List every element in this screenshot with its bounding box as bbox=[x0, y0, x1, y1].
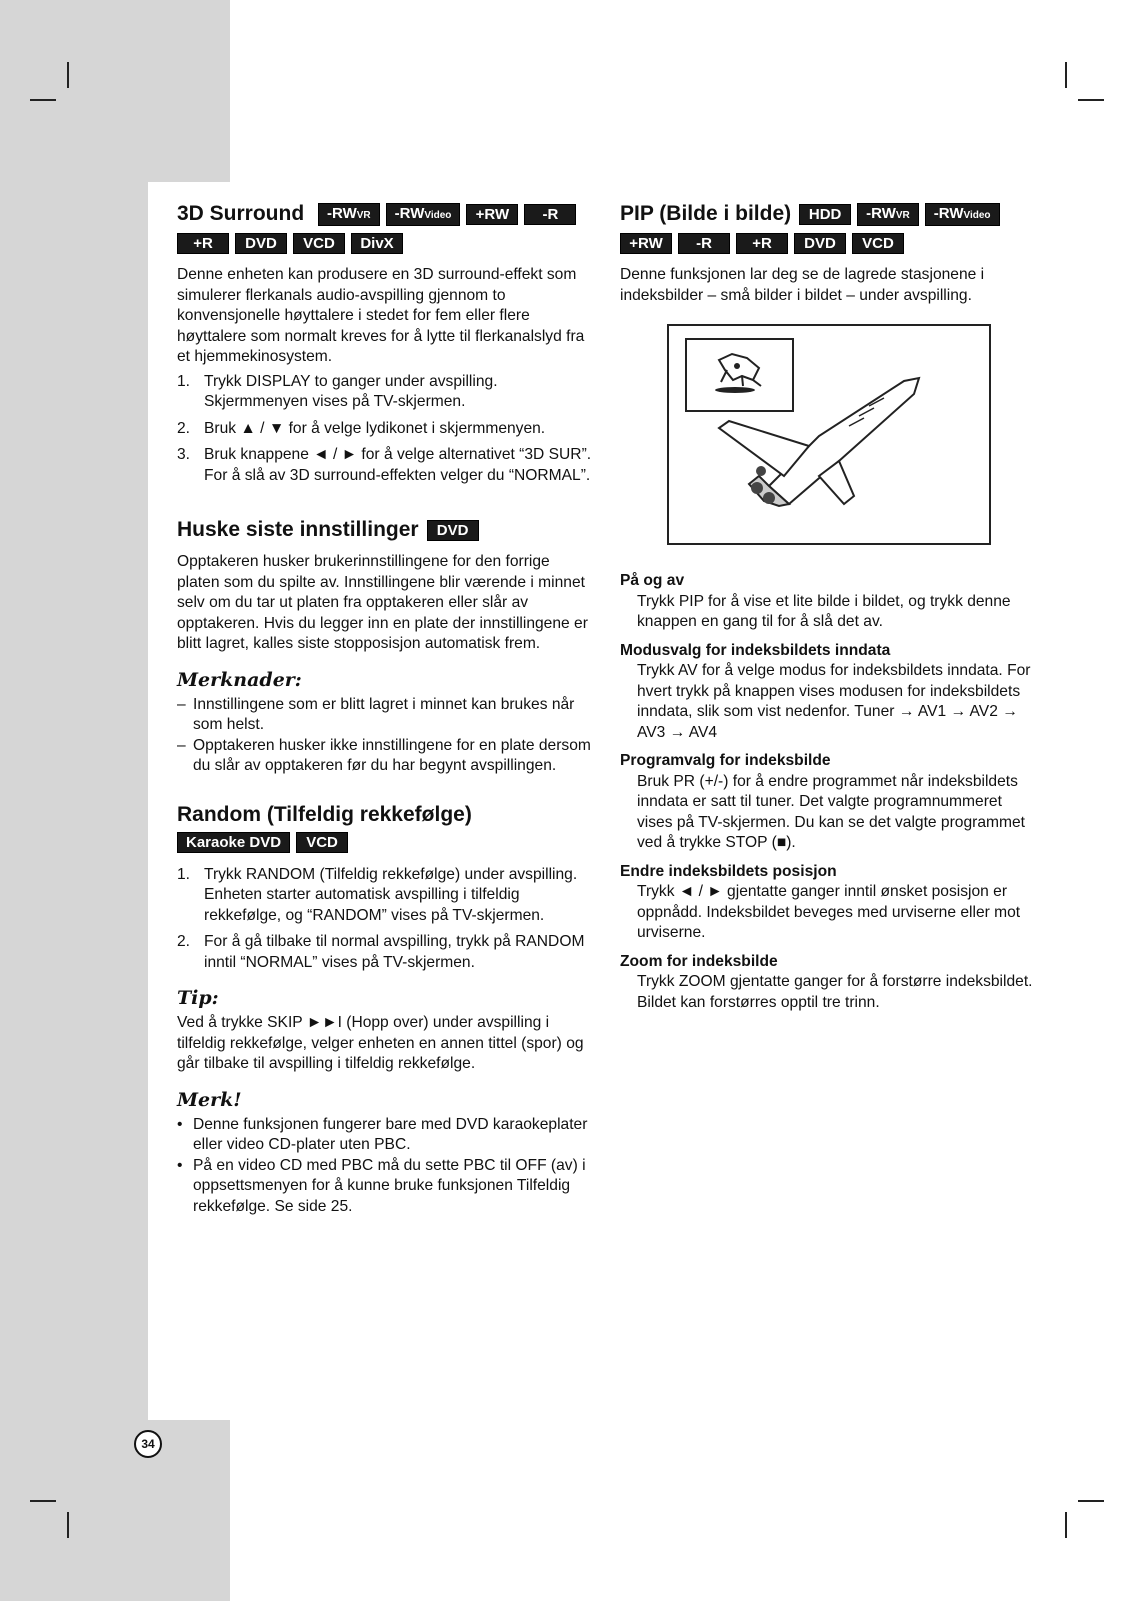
list-item bbox=[177, 932, 592, 973]
item-heading: På og av bbox=[620, 572, 685, 589]
notes-heading: Merknader: bbox=[177, 668, 302, 691]
badge-vcd: VCD bbox=[852, 233, 904, 254]
badge-karaoke-dvd: Karaoke DVD bbox=[177, 832, 290, 853]
step-text-2: For å slå av 3D surround-effekten velger du “NORMAL”. bbox=[204, 466, 591, 484]
page-margin-bottom bbox=[0, 1420, 230, 1601]
badge-label: -RW bbox=[327, 205, 357, 222]
badge-r: -R bbox=[678, 233, 730, 254]
step-text-2: Enheten starter automatisk avspilling i tilfeldig rekkefølge, og “RANDOM” vises på TV-skjermen. bbox=[204, 886, 545, 924]
tip-heading: Tip: bbox=[177, 987, 219, 1009]
badge-label: -RW bbox=[866, 205, 896, 222]
section-3d-surround bbox=[177, 200, 592, 486]
list-item bbox=[620, 751, 1035, 854]
item-heading: Programvalg for indeksbilde bbox=[620, 752, 831, 769]
section-random bbox=[177, 801, 592, 1218]
list-item bbox=[620, 952, 1035, 1014]
surround-steps bbox=[177, 372, 592, 487]
badge-plus-rw: +RW bbox=[466, 204, 518, 225]
list-item bbox=[177, 736, 592, 777]
step-number: 1. bbox=[177, 372, 191, 390]
item-body: Trykk AV for å velge modus for indeksbildets inndata. For hvert trykk på knappen vises modusen for indeksbildets inndata, slik som vist nedenfor. Tuner → AV1 → AV2 → AV3 → AV4 bbox=[637, 662, 1031, 741]
note-text: Opptakeren husker ikke innstillingene for en plate dersom du slår av opptakeren før du har begynt avspillingen. bbox=[193, 736, 591, 774]
section-title bbox=[177, 801, 592, 857]
page-margin-top bbox=[0, 0, 230, 182]
badge-dvd: DVD bbox=[427, 520, 479, 541]
dash-marker: – bbox=[177, 695, 186, 713]
badge-rw-vr bbox=[857, 203, 919, 226]
list-item bbox=[177, 865, 592, 927]
tip-body: Ved å trykke SKIP ►►I (Hopp over) under avspilling i tilfeldig rekkefølge, velger enheten en annen tittel (spor) og går tilbake til avspilling i tilfeldig rekkefølge. bbox=[177, 1014, 584, 1072]
random-title: Random (Tilfeldig rekkefølge) bbox=[177, 802, 472, 826]
list-item bbox=[620, 641, 1035, 744]
badge-dvd: DVD bbox=[235, 233, 287, 254]
space-shuttle-icon bbox=[669, 326, 985, 539]
item-body: Trykk PIP for å vise et lite bilde i bildet, og trykk denne knappen en gang til for å slå det av. bbox=[637, 592, 1011, 630]
badge-plus-r: +R bbox=[736, 233, 788, 254]
crop-mark bbox=[1065, 1512, 1067, 1538]
badge-sub: VR bbox=[895, 210, 910, 221]
random-steps bbox=[177, 865, 592, 974]
pip-illustration bbox=[667, 324, 991, 545]
crop-mark bbox=[67, 1512, 69, 1538]
badge-sub: Video bbox=[963, 210, 991, 221]
merk-heading: Merk! bbox=[177, 1088, 242, 1111]
item-heading: Endre indeksbildets posisjon bbox=[620, 862, 837, 880]
badge-plus-r: +R bbox=[177, 233, 229, 254]
badge-sub: VR bbox=[356, 210, 371, 221]
step-text: For å gå tilbake til normal avspilling, trykk på RANDOM inntil “NORMAL” vises på TV-skjermen. bbox=[204, 933, 585, 971]
crop-mark bbox=[30, 1500, 56, 1502]
badge-label: -RW bbox=[394, 205, 425, 222]
crop-mark bbox=[1065, 62, 1067, 88]
step-text: Bruk ▲ / ▼ for å velge lydikonet i skjermmenyen. bbox=[204, 419, 546, 437]
list-item bbox=[620, 571, 1035, 633]
dash-marker: – bbox=[177, 736, 186, 754]
list-item bbox=[177, 419, 592, 440]
pip-title: PIP (Bilde i bilde) bbox=[620, 202, 792, 226]
left-column bbox=[177, 200, 592, 1217]
surround-intro: Denne enheten kan produsere en 3D surround-effekt som simulerer flerkanals audio-avspilling gjennom to konvensjonelle høyttalere i stedet for fem eller flere høyttalere som normalt kreves for å lytte til flerkanalslyd fra et hjemmekinosystem. bbox=[177, 266, 585, 365]
list-item bbox=[177, 695, 592, 736]
item-body: Trykk ZOOM gjentatte ganger for å forstørre indeksbildet. Bildet kan forstørres opptil tre trinn. bbox=[637, 973, 1033, 1011]
step-text: Bruk knappene ◄ / ► for å velge alternativet “3D SUR”. bbox=[204, 446, 592, 463]
badge-rw-video bbox=[925, 203, 1000, 226]
item-body: Bruk PR (+/-) for å endre programmet når indeksbildets inndata er satt til tuner. Det valgte programnummeret vises på TV-skjermen. Du kan se det valgte programmet ved å trykke STOP (■). bbox=[637, 772, 1025, 851]
crop-mark bbox=[1078, 1500, 1104, 1502]
crop-mark bbox=[1078, 99, 1104, 101]
note-text: Innstillingene som er blitt lagret i minnet kan brukes når som helst. bbox=[193, 695, 575, 733]
badge-label: -RW bbox=[933, 205, 964, 222]
badge-rw-vr bbox=[318, 203, 380, 226]
step-text: Trykk RANDOM (Tilfeldig rekkefølge) under avspilling. bbox=[204, 865, 578, 883]
bullet-icon: • bbox=[177, 1156, 183, 1174]
badge-dvd: DVD bbox=[794, 233, 846, 254]
section-title bbox=[177, 200, 592, 257]
list-item bbox=[177, 1115, 592, 1156]
step-number: 3. bbox=[177, 446, 191, 463]
badge-vcd: VCD bbox=[293, 233, 345, 254]
notes-list bbox=[177, 695, 592, 777]
page-margin-band bbox=[0, 0, 148, 1601]
crop-mark bbox=[30, 99, 56, 101]
section-huske bbox=[177, 516, 592, 777]
badge-vcd: VCD bbox=[296, 832, 348, 853]
section-title bbox=[620, 200, 1035, 257]
badge-rw-video bbox=[386, 203, 461, 226]
item-heading: Modusvalg for indeksbildets inndata bbox=[620, 641, 891, 659]
pip-intro: Denne funksjonen lar deg se de lagrede stasjonene i indeksbilder – små bilder i bildet – under avspilling. bbox=[620, 266, 985, 304]
badge-hdd: HDD bbox=[799, 204, 851, 225]
badge-plus-rw: +RW bbox=[620, 233, 672, 254]
page-number: 34 bbox=[134, 1430, 162, 1458]
section-pip bbox=[620, 200, 1035, 1013]
step-number: 1. bbox=[177, 865, 191, 883]
badge-r: -R bbox=[524, 204, 576, 225]
step-number: 2. bbox=[177, 419, 191, 437]
list-item bbox=[620, 862, 1035, 944]
badge-sub: Video bbox=[424, 210, 452, 221]
list-item bbox=[177, 372, 592, 413]
badge-divx: DivX bbox=[351, 233, 403, 254]
right-column bbox=[620, 200, 1035, 1013]
list-item bbox=[177, 1156, 592, 1218]
step-number: 2. bbox=[177, 933, 191, 950]
surround-title: 3D Surround bbox=[177, 202, 305, 226]
pip-items bbox=[620, 571, 1035, 1013]
step-text: Trykk DISPLAY to ganger under avspilling. bbox=[204, 372, 498, 390]
step-text-2: Skjermmenyen vises på TV-skjermen. bbox=[204, 393, 466, 410]
merk-list bbox=[177, 1115, 592, 1218]
item-body: Trykk ◄ / ► gjentatte ganger inntil ønsket posisjon er oppnådd. Indeksbildet beveges med urviserne eller mot urviserne. bbox=[637, 883, 1021, 941]
crop-mark bbox=[67, 62, 69, 88]
huske-title: Huske siste innstillinger bbox=[177, 518, 419, 541]
merk-text: Denne funksjonen fungerer bare med DVD karaokeplater eller video CD-plater uten PBC. bbox=[193, 1115, 588, 1153]
section-title bbox=[177, 516, 592, 544]
merk-text: På en video CD med PBC må du sette PBC til OFF (av) i oppsettsmenyen for å kunne bruke funksjonen Tilfeldig rekkefølge. Se side 25. bbox=[193, 1156, 586, 1215]
bullet-icon: • bbox=[177, 1115, 183, 1133]
huske-body: Opptakeren husker brukerinnstillingene for den forrige platen som du spilte av. Innstillingene blir værende i minnet selv om du tar ut platen fra opptakeren eller slår av opptakeren. Hvis du legger inn en plate der innstillingene er blitt lagret, kalles siste stopposisjon automatisk frem. bbox=[177, 553, 588, 652]
list-item bbox=[177, 445, 592, 486]
item-heading: Zoom for indeksbilde bbox=[620, 952, 778, 970]
